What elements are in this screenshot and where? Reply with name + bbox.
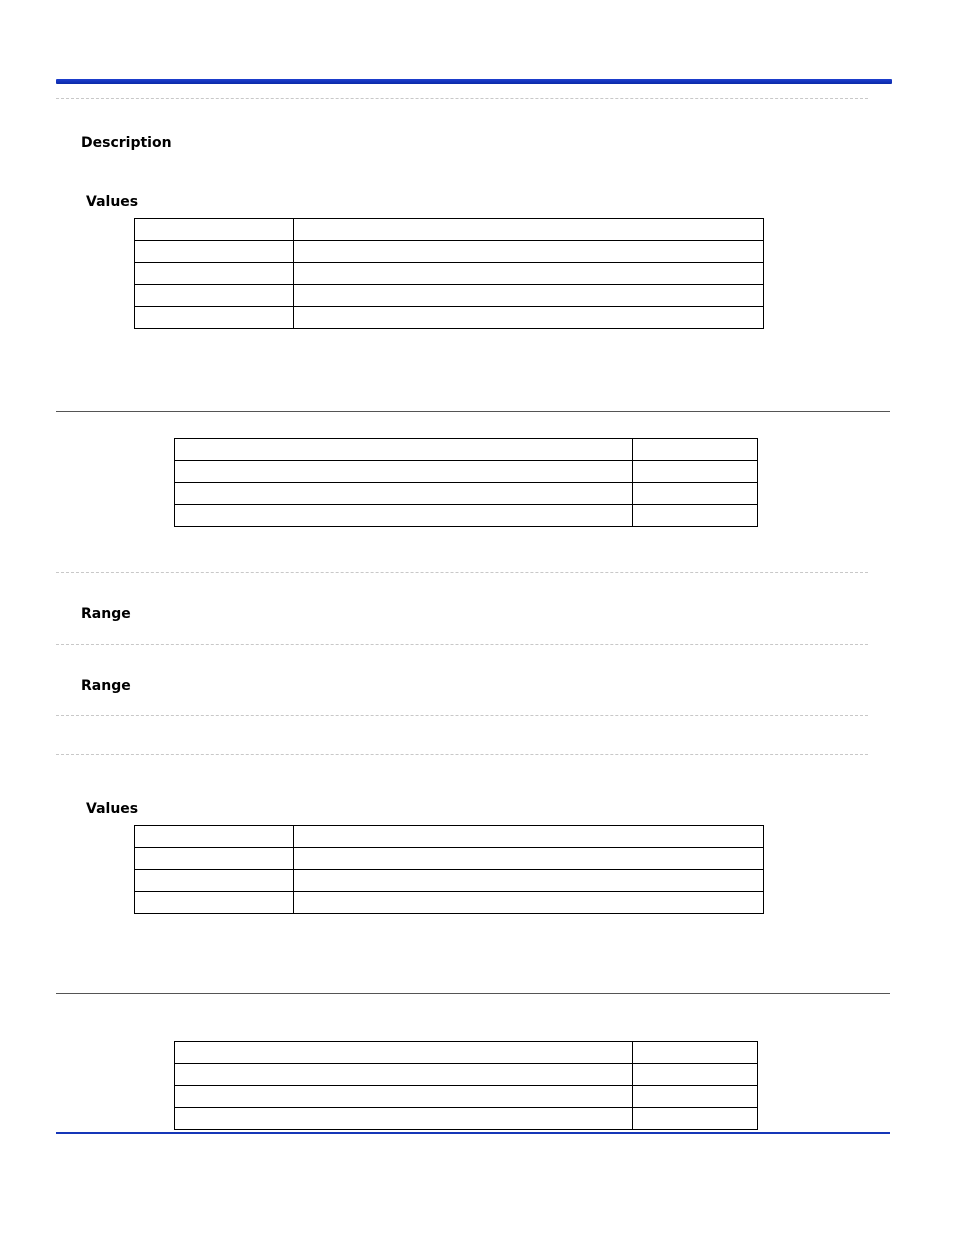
values-heading: Values: [86, 801, 139, 817]
section-divider: [56, 754, 868, 755]
table-row: [135, 263, 764, 285]
values-table-1: [134, 218, 764, 329]
values-heading: Values: [86, 194, 139, 210]
table-row: [135, 892, 764, 914]
table-row: [175, 1086, 758, 1108]
section-divider: [56, 644, 868, 645]
section-divider: [56, 98, 868, 99]
table-row: [135, 241, 764, 263]
table-row: [175, 1108, 758, 1130]
values-table-2: [134, 825, 764, 914]
table-row: [175, 483, 758, 505]
range-heading: Range: [81, 606, 131, 622]
table-row: [175, 1042, 758, 1064]
section-divider: [56, 411, 890, 412]
footer-rule: [56, 1132, 890, 1134]
table-row: [135, 870, 764, 892]
header-rule: [56, 79, 892, 84]
range-heading: Range: [81, 678, 131, 694]
table-row: [135, 219, 764, 241]
table-row: [175, 1064, 758, 1086]
table-row: [175, 439, 758, 461]
table-row: [175, 505, 758, 527]
table-row: [135, 826, 764, 848]
table-row: [135, 285, 764, 307]
table-row: [175, 461, 758, 483]
section-divider: [56, 572, 868, 573]
section-divider: [56, 993, 890, 994]
table-row: [135, 307, 764, 329]
section-divider: [56, 715, 868, 716]
table-row: [135, 848, 764, 870]
example-table-1: [174, 438, 758, 527]
example-table-2: [174, 1041, 758, 1130]
description-heading: Description: [81, 135, 172, 151]
